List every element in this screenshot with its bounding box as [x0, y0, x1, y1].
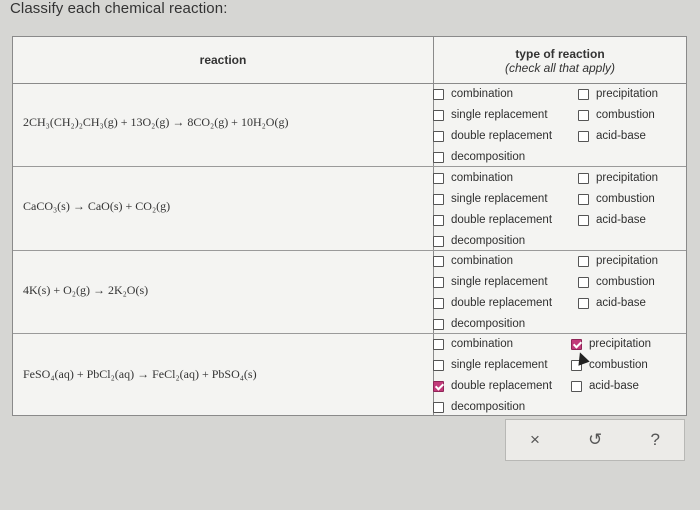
decomposition-checkbox[interactable]	[433, 319, 444, 330]
row-divider	[13, 333, 686, 334]
type-header-subtitle: (check all that apply)	[504, 61, 616, 75]
decomposition-option-3[interactable]: decomposition	[433, 316, 525, 332]
acid-base-option-2[interactable]: acid-base	[578, 212, 646, 228]
precipitation-checkbox[interactable]	[578, 173, 589, 184]
combination-option-1[interactable]: combination	[433, 86, 513, 102]
reaction-equation-3: 4K(s) + O₂(g) → 2K₂O(s)	[23, 283, 149, 297]
single-replacement-option-2[interactable]: single replacement	[433, 191, 548, 207]
action-toolbar	[505, 419, 685, 461]
double-replacement-option-4[interactable]: double replacement	[433, 378, 552, 394]
type-column-header	[434, 47, 686, 75]
acid-base-option-3[interactable]: acid-base	[578, 295, 646, 311]
row-divider	[13, 250, 686, 251]
single-replacement-option-4[interactable]: single replacement	[433, 357, 548, 373]
combustion-option-4[interactable]: combustion	[571, 357, 648, 373]
acid-base-option-4[interactable]: acid-base	[571, 378, 639, 394]
single-replacement-option-1[interactable]: single replacement	[433, 107, 548, 123]
acid-base-checkbox[interactable]	[571, 381, 582, 392]
decomposition-option-4[interactable]: decomposition	[433, 399, 525, 415]
acid-base-checkbox[interactable]	[578, 215, 589, 226]
precipitation-option-4[interactable]: precipitation	[571, 336, 651, 352]
double-replacement-checkbox[interactable]	[433, 298, 444, 309]
single-replacement-checkbox[interactable]	[433, 277, 444, 288]
combination-option-4[interactable]: combination	[433, 336, 513, 352]
combination-option-2[interactable]: combination	[433, 170, 513, 186]
combination-checkbox[interactable]	[433, 339, 444, 350]
precipitation-checkbox-checked[interactable]	[571, 339, 582, 350]
single-replacement-checkbox[interactable]	[433, 194, 444, 205]
precipitation-option-2[interactable]: precipitation	[578, 170, 658, 186]
single-replacement-checkbox[interactable]	[433, 360, 444, 371]
double-replacement-checkbox[interactable]	[433, 131, 444, 142]
double-replacement-option-1[interactable]: double replacement	[433, 128, 552, 144]
reaction-equation-2: CaCO₃(s) → CaO(s) + CO₂(g)	[23, 199, 171, 213]
clear-button[interactable]: ×	[530, 430, 540, 449]
undo-button[interactable]: ↺	[588, 430, 603, 449]
row-divider	[13, 166, 686, 167]
combination-checkbox[interactable]	[433, 256, 444, 267]
combustion-option-3[interactable]: combustion	[578, 274, 655, 290]
reaction-column-header: reaction	[199, 53, 247, 67]
precipitation-checkbox[interactable]	[578, 89, 589, 100]
prompt-text: Classify each chemical reaction:	[10, 0, 228, 17]
combination-checkbox[interactable]	[433, 173, 444, 184]
decomposition-checkbox[interactable]	[433, 152, 444, 163]
single-replacement-option-3[interactable]: single replacement	[433, 274, 548, 290]
combustion-option-2[interactable]: combustion	[578, 191, 655, 207]
precipitation-option-1[interactable]: precipitation	[578, 86, 658, 102]
reaction-equation-4: FeSO₄(aq) + PbCl₂(aq) → FeCl₂(aq) + PbSO₄(s)	[23, 367, 257, 381]
double-replacement-option-3[interactable]: double replacement	[433, 295, 552, 311]
precipitation-checkbox[interactable]	[578, 256, 589, 267]
single-replacement-checkbox[interactable]	[433, 110, 444, 121]
decomposition-option-1[interactable]: decomposition	[433, 149, 525, 165]
type-header-title: type of reaction	[515, 47, 605, 61]
help-button[interactable]: ?	[650, 430, 660, 449]
decomposition-checkbox[interactable]	[433, 236, 444, 247]
reaction-equation-1: 2CH₃(CH₂)₂CH₃(g) + 13O₂(g) → 8CO₂(g) + 10H₂O(g)	[23, 115, 289, 129]
header-divider	[13, 83, 686, 84]
double-replacement-option-2[interactable]: double replacement	[433, 212, 552, 228]
acid-base-option-1[interactable]: acid-base	[578, 128, 646, 144]
double-replacement-checkbox-checked[interactable]	[433, 381, 444, 392]
combustion-option-1[interactable]: combustion	[578, 107, 655, 123]
decomposition-checkbox[interactable]	[433, 402, 444, 413]
combustion-checkbox[interactable]	[578, 110, 589, 121]
decomposition-option-2[interactable]: decomposition	[433, 233, 525, 249]
combination-option-3[interactable]: combination	[433, 253, 513, 269]
combination-checkbox[interactable]	[433, 89, 444, 100]
combustion-checkbox[interactable]	[578, 277, 589, 288]
acid-base-checkbox[interactable]	[578, 298, 589, 309]
acid-base-checkbox[interactable]	[578, 131, 589, 142]
double-replacement-checkbox[interactable]	[433, 215, 444, 226]
precipitation-option-3[interactable]: precipitation	[578, 253, 658, 269]
combustion-checkbox[interactable]	[578, 194, 589, 205]
